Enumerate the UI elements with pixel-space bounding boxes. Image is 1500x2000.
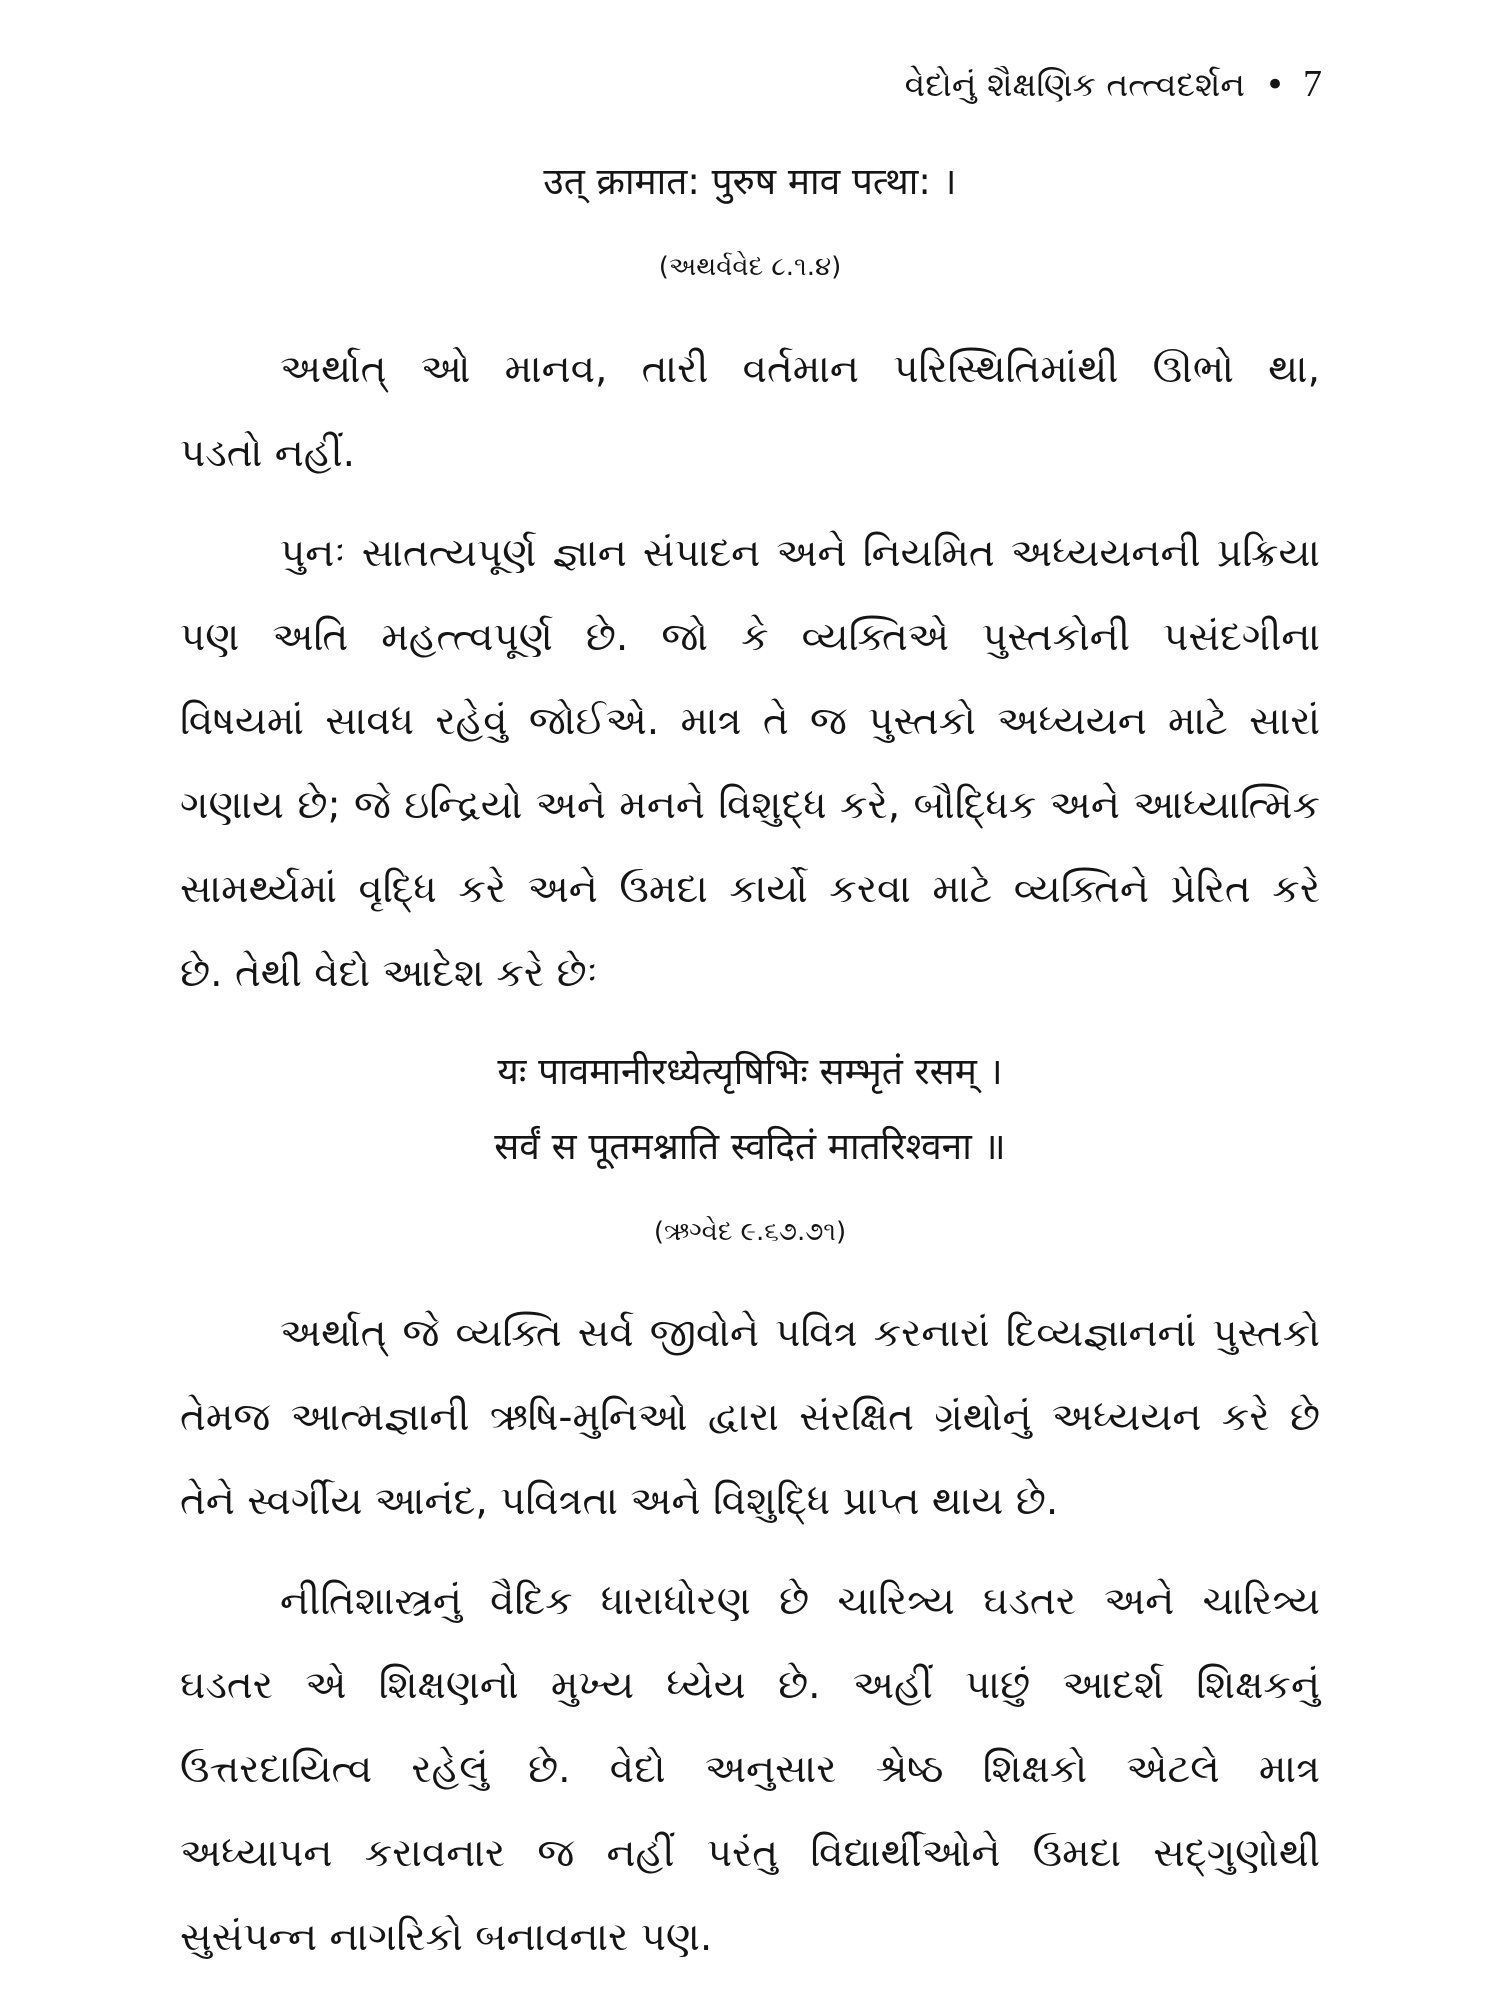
paragraph-line: સુસંપન્ન નાગરિકો બનાવનાર પણ. xyxy=(180,1915,713,1960)
paragraph-line: તેને સ્વર્ગીય આનંદ, પવિત્રતા અને વિશુદ્ધિ પ્રાપ્ત થાય છે. xyxy=(180,1479,1059,1524)
paragraph-line: પણ અતિ મહત્ત્વપૂર્ણ છે. જો કે વ્યક્તિએ પુસ્તકોની પસંદગીના xyxy=(180,615,1320,660)
sanskrit-verse-1: उत् क्रामात: पुरुष माव पत्था: । xyxy=(543,160,957,203)
paragraph-line: છે. તેથી વેદો આદેશ કરે છેઃ xyxy=(180,951,598,996)
sanskrit-verse-2-line-1: यः पावमानीरध्येत्यृषिभिः सम्भृतं रसम् । xyxy=(497,1050,1003,1093)
paragraph-2 xyxy=(180,512,1320,1016)
paragraph-line: પુનઃ સાતત્યપૂર્ણ જ્ઞાન સંપાદન અને નિયમિત અધ્યયનની પ્રક્રિયા xyxy=(280,531,1320,576)
verse-2-citation: (ઋગ્વેદ ૯.૬૭.૭૧) xyxy=(653,1217,847,1247)
paragraph-line: ઉત્તરદાયિત્વ રહેલું છે. વેદો અનુસાર શ્રેષ્ઠ શિક્ષકો એટલે માત્ર xyxy=(180,1747,1320,1792)
bullet-separator: • xyxy=(1264,65,1285,105)
paragraph-line: અર્થાત્ જે વ્યક્તિ સર્વ જીવોને પવિત્ર કરનારાં દિવ્યજ્ઞાનનાં પુસ્તકો xyxy=(280,1311,1320,1356)
paragraph-4 xyxy=(180,1560,1320,1980)
paragraph-line: તેમજ આત્મજ્ઞાની ઋષિ-મુનિઓ દ્વારા સંરક્ષિત ગ્રંથોનું અધ્યયન કરે છે xyxy=(180,1395,1320,1440)
paragraph-line: ગણાય છે; જે ઇન્દ્રિયો અને મનને વિશુદ્ધ કરે, બૌદ્ધિક અને આધ્યાત્મિક xyxy=(180,783,1320,828)
paragraph-line: નીતિશાસ્ત્રનું વૈદિક ધારાધોરણ છે ચારિત્ર્ય ઘડતર અને ચારિત્ર્ય xyxy=(280,1579,1320,1624)
page-number: 7 xyxy=(1303,63,1322,105)
paragraph-1 xyxy=(180,328,1320,496)
paragraph-line: પડતો નહીં. xyxy=(180,431,356,476)
paragraph-line: વિષયમાં સાવધ રહેવું જોઈએ. માત્ર તે જ પુસ્તકો અધ્યયન માટે સારાં xyxy=(180,699,1320,744)
running-header xyxy=(905,62,1322,107)
sanskrit-verse-2-line-2: सर्वं स पूतमश्नाति स्वदितं मातरिश्वना ॥ xyxy=(494,1125,1006,1168)
paragraph-line: સામર્થ્યમાં વૃદ્ધિ કરે અને ઉમદા કાર્યો કરવા માટે વ્યક્તિને પ્રેરિત કરે xyxy=(180,867,1320,912)
running-header-title: વેદોનું શૈક્ષણિક તત્ત્વદર્શન xyxy=(904,65,1245,104)
paragraph-line: અર્થાત્ ઓ માનવ, તારી વર્તમાન પરિસ્થિતિમાંથી ઊભો થા, xyxy=(280,347,1320,392)
paragraph-3 xyxy=(180,1292,1320,1544)
verse-1-citation: (અથર્વવેદ ૮.૧.૪) xyxy=(658,252,842,282)
paragraph-line: અધ્યાપન કરાવનાર જ નહીં પરંતુ વિદ્યાર્થીઓને ઉમદા સદ્‌ગુણોથી xyxy=(180,1831,1320,1876)
paragraph-line: ઘડતર એ શિક્ષણનો મુખ્ય ધ્યેય છે. અહીં પાછું આદર્શ શિક્ષકનું xyxy=(180,1663,1320,1708)
